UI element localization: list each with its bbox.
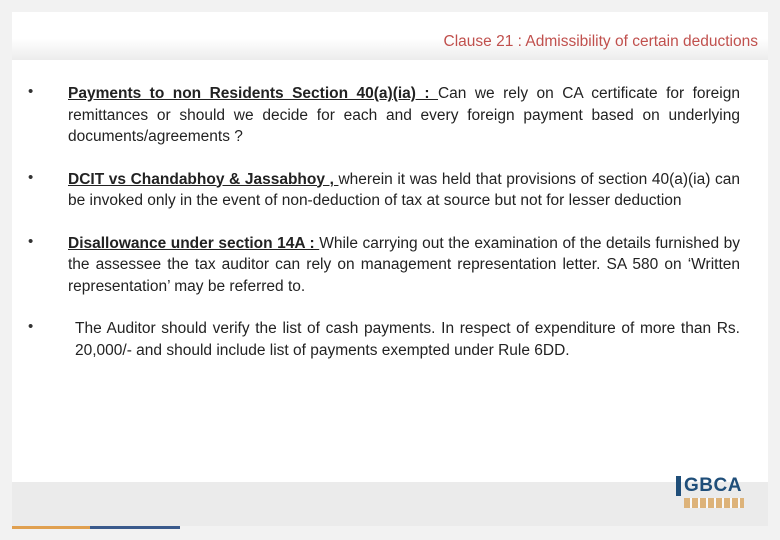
bullet-item-2 — [28, 169, 740, 212]
bullet-body: wherein it was held that provisions of section 40(a)(ia) can be invoked only in the event of non-deduction of tax at source but not for lesser deduction — [68, 170, 740, 209]
bullet-marker: • — [28, 318, 34, 335]
bullet-text — [68, 233, 740, 298]
bullet-text — [75, 318, 740, 361]
bullet-body: The Auditor should verify the list of cash payments. In respect of expenditure of more than Rs. 20,000/- and should include list of payments exempted under Rule 6DD. — [75, 320, 740, 359]
accent-bar-orange — [12, 526, 90, 529]
bullet-text — [68, 169, 740, 212]
bullet-marker: • — [28, 83, 34, 100]
bullet-item-1 — [28, 83, 740, 148]
footer-band — [12, 482, 768, 526]
bullet-body: While carrying out the examination of the details furnished by the assessee the tax auditor can rely on management representation letter. SA 580 on ‘Written representation’ may be referred to. — [68, 234, 740, 295]
logo-tagline-graphic — [684, 498, 744, 508]
logo-text: GBCA — [684, 475, 742, 496]
bullet-heading: Disallowance under section 14A : — [68, 234, 320, 252]
header-band — [12, 12, 768, 60]
bullet-text — [68, 83, 740, 148]
bullet-heading: Payments to non Residents Section 40(a)(ia) : — [68, 85, 438, 102]
company-logo — [676, 474, 750, 510]
accent-bar-blue — [90, 526, 180, 529]
slide-title: Clause 21 : Admissibility of certain deductions — [443, 33, 758, 50]
bullet-marker: • — [28, 232, 34, 250]
slide — [12, 12, 768, 526]
bullet-heading: DCIT vs Chandabhoy & Jassabhoy , — [68, 170, 339, 188]
bullet-marker: • — [28, 168, 34, 186]
bullet-item-3 — [28, 233, 740, 298]
bullet-body: Can we rely on CA certificate for foreign remittances or should we decide for each and every foreign payment based on underlying documents/agreements ? — [68, 85, 740, 145]
bullet-list — [28, 83, 740, 382]
bullet-item-4 — [28, 318, 740, 361]
logo-mark — [676, 476, 681, 496]
